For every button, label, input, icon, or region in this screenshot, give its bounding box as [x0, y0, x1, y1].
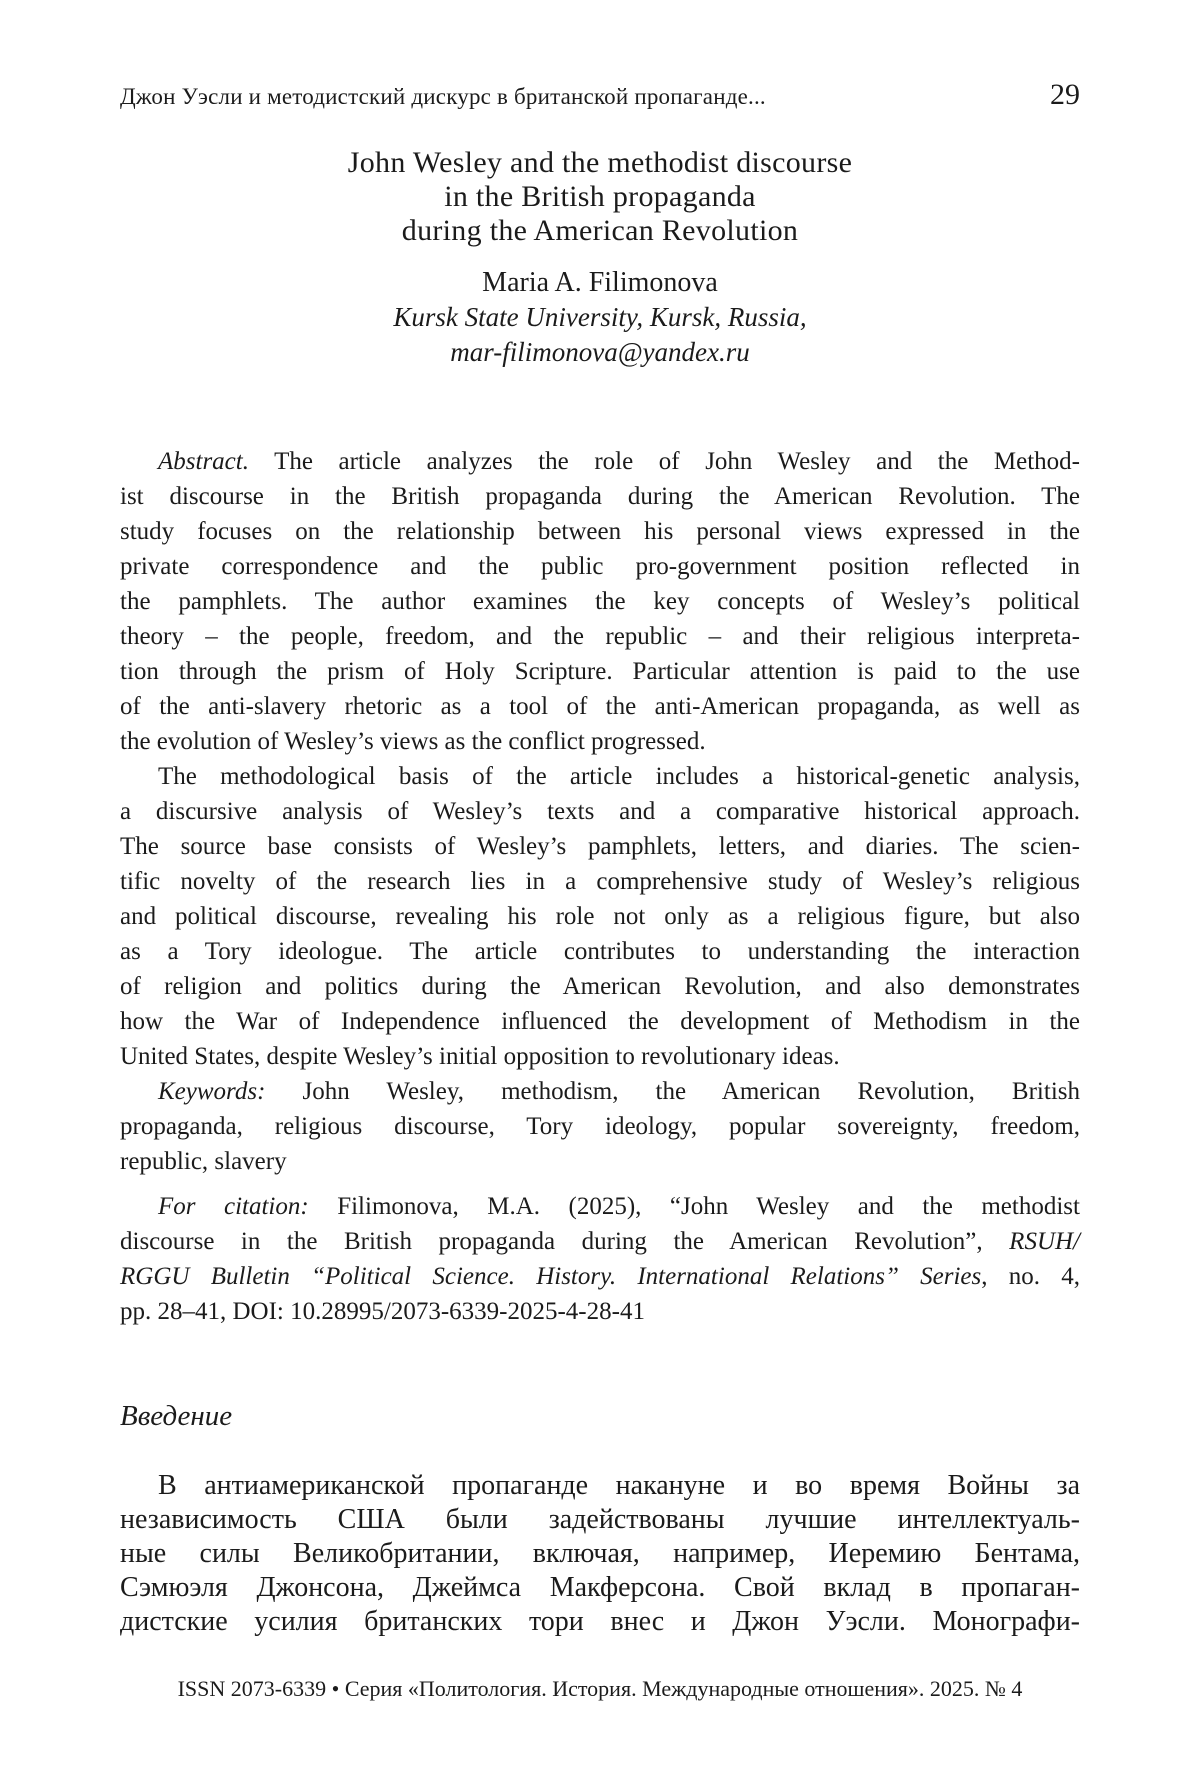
abstract-line: the pamphlets. The author examines the key concepts of Wesley’s political — [120, 588, 1080, 615]
abstract-line: tion through the prism of Holy Scripture. Particular attention is paid to the use — [120, 658, 1080, 685]
citation-journal-name: RGGU Bulletin “Political Science. History. International Relations” Series — [120, 1263, 982, 1290]
citation-section — [120, 1189, 1080, 1329]
citation-line — [120, 1189, 1080, 1224]
citation-journal-name: RSUH/ — [1009, 1228, 1080, 1255]
introduction-paragraph — [120, 1469, 1080, 1639]
introduction-line: В антиамериканской пропаганде накануне и во время Войны за — [158, 1470, 1080, 1501]
author-affiliation: Kursk State University, Kursk, Russia, — [393, 302, 807, 332]
page-number: 29 — [1050, 78, 1080, 111]
methodology-line: and political discourse, revealing his role not only as a religious figure, but also — [120, 903, 1080, 930]
article-title-line-1: John Wesley and the methodist discourse — [347, 146, 853, 179]
page-header — [120, 78, 1080, 111]
citation-text: discourse in the British propaganda during the American Revolution”, — [120, 1228, 1010, 1255]
methodology-line: The source base consists of Wesley’s pamphlets, letters, and diaries. The scien- — [120, 833, 1080, 860]
abstract-line: private correspondence and the public pro-government position reflected in — [120, 553, 1080, 580]
methodology-line: of religion and politics during the American Revolution, and also demonstrates — [120, 973, 1080, 1000]
citation-text: Filimonova, M.A. (2025), “John Wesley and the methodist — [308, 1193, 1080, 1220]
keywords-line — [120, 1074, 1080, 1109]
keywords-label: Keywords: — [158, 1078, 266, 1105]
abstract-line: the evolution of Wesley’s views as the conflict progressed. — [120, 728, 706, 755]
article-title-line-3: during the American Revolution — [401, 214, 799, 247]
abstract-line: theory – the people, freedom, and the republic – and their religious interpreta- — [120, 623, 1080, 650]
abstract-line — [120, 444, 1080, 479]
methodology-line: United States, despite Wesley’s initial opposition to revolutionary ideas. — [120, 1043, 840, 1070]
article-title — [120, 146, 1080, 248]
abstract-section — [120, 444, 1080, 1179]
citation-text: , no. 4, — [981, 1263, 1081, 1290]
abstract-label: Abstract. — [158, 448, 249, 475]
article-title-line-2: in the British propaganda — [444, 180, 756, 213]
abstract-line: study focuses on the relationship between his personal views expressed in the — [120, 518, 1080, 545]
citation-doi-line: pp. 28–41, DOI: 10.28995/2073-6339-2025-4-28-41 — [120, 1298, 645, 1325]
citation-line — [120, 1224, 1080, 1259]
citation-line — [120, 1259, 1080, 1294]
introduction-line: Сэмюэля Джонсона, Джеймса Макферсона. Свой вклад в пропаган- — [120, 1572, 1080, 1603]
author-email: mar-filimonova@yandex.ru — [450, 337, 750, 367]
keywords-line: propaganda, religious discourse, Tory ideology, popular sovereignty, freedom, — [120, 1113, 1080, 1140]
introduction-line: дистские усилия британских тори внес и Джон Уэсли. Монографи- — [120, 1606, 1080, 1637]
abstract-text: The article analyzes the role of John Wesley and the Method- — [248, 448, 1080, 475]
author-block — [120, 266, 1080, 370]
section-heading-introduction: Введение — [120, 1400, 233, 1432]
methodology-line: a discursive analysis of Wesley’s texts and a comparative historical approach. — [120, 798, 1080, 825]
introduction-line: ные силы Великобритании, включая, например, Иеремию Бентама, — [120, 1538, 1080, 1569]
abstract-line: of the anti-slavery rhetoric as a tool of the anti-American propaganda, as well as — [120, 693, 1080, 720]
for-citation-label: For citation: — [158, 1193, 309, 1220]
footer-issn-line: ISSN 2073-6339 • Серия «Политология. История. Международные отношения». 2025. № 4 — [177, 1676, 1023, 1701]
introduction-line: независимость США были задействованы лучшие интеллектуаль- — [120, 1504, 1080, 1535]
keywords-text: John Wesley, methodism, the American Revolution, British — [265, 1078, 1080, 1105]
methodology-line: how the War of Independence influenced the development of Methodism in the — [120, 1008, 1080, 1035]
keywords-line: republic, slavery — [120, 1148, 287, 1175]
running-title: Джон Уэсли и методистский дискурс в британской пропаганде... — [120, 84, 766, 109]
methodology-line: tific novelty of the research lies in a comprehensive study of Wesley’s religious — [120, 868, 1080, 895]
author-name: Maria A. Filimonova — [482, 267, 718, 298]
methodology-line: The methodological basis of the article includes a historical-genetic analysis, — [158, 763, 1080, 790]
abstract-line: ist discourse in the British propaganda during the American Revolution. The — [120, 483, 1080, 510]
methodology-line: as a Tory ideologue. The article contributes to understanding the interaction — [120, 938, 1080, 965]
